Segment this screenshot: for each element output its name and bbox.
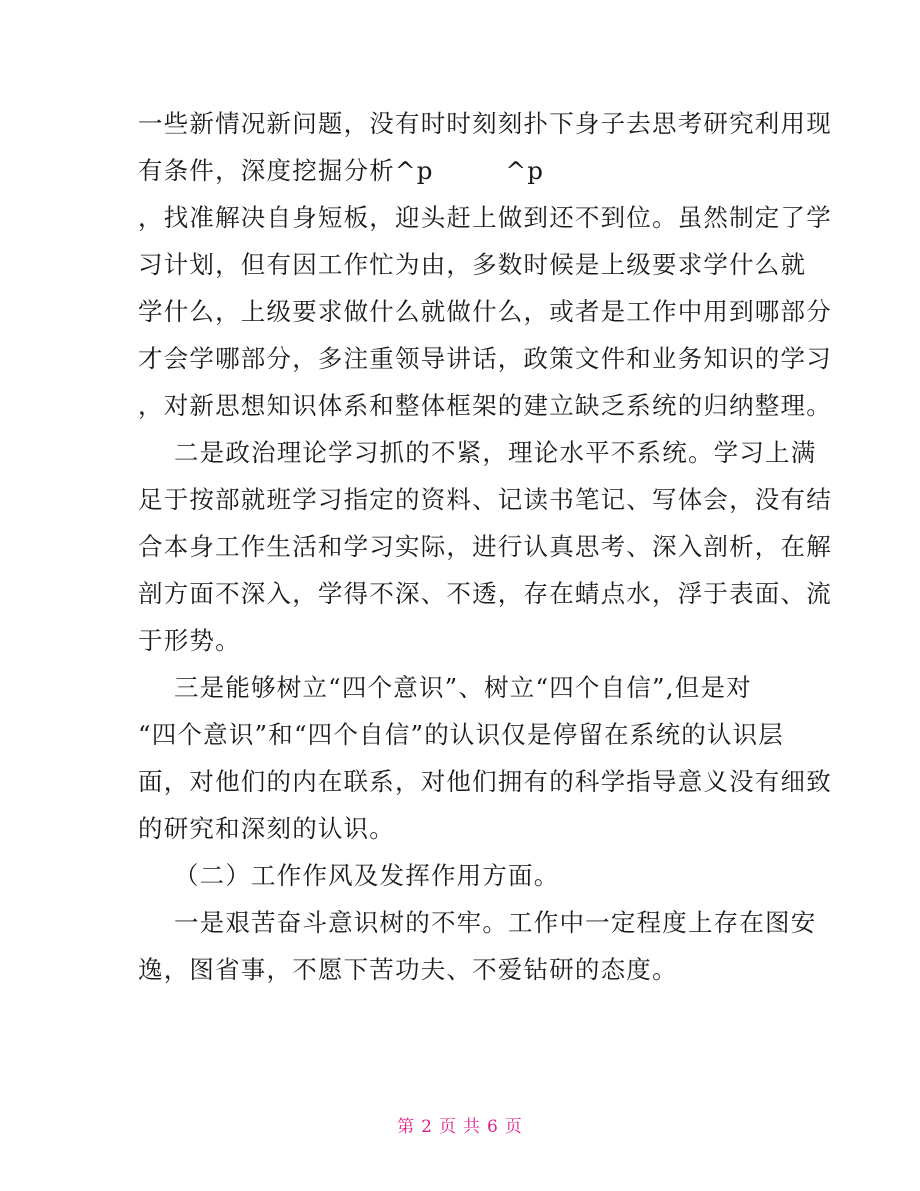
- text-line: 于形势。: [138, 626, 241, 655]
- text-line: 有条件，深度挖掘分析^p ^p: [138, 156, 545, 185]
- text-line: （二）工作作风及发挥作用方面。: [138, 861, 560, 890]
- text-line: 一是艰苦奋斗意识树的不牢。工作中一定程度上存在图安: [138, 908, 817, 937]
- footer-page-label: 页: [439, 1117, 457, 1137]
- footer-total-label: 页: [504, 1117, 523, 1137]
- text-line: 剖方面不深入，学得不深、不透，存在蜻点水，浮于表面、流: [138, 579, 832, 608]
- text-line: ，对新思想知识体系和整体框架的建立缺乏系统的归纳整理。: [138, 391, 832, 420]
- text-line: 学什么，上级要求做什么就做什么，或者是工作中用到哪部分: [138, 297, 832, 326]
- text-line: “四个意识”和“四个自信”的认识仅是停留在系统的认识层: [138, 720, 784, 749]
- page-footer: [0, 1112, 920, 1137]
- text-line: 一些新情况新问题，没有时时刻刻扑下身子去思考研究利用现: [138, 109, 832, 138]
- text-line: ，找准解决自身短板，迎头赶上做到还不到位。虽然制定了学: [138, 203, 832, 232]
- footer-total-prefix: 共: [463, 1117, 481, 1137]
- footer-total-pages: 6: [487, 1117, 499, 1137]
- text-line: 才会学哪部分，多注重领导讲话，政策文件和业务知识的学习: [138, 344, 832, 373]
- text-line: 二是政治理论学习抓的不紧，理论水平不系统。学习上满: [138, 438, 817, 467]
- text-line: 足于按部就班学习指定的资料、记读书笔记、写体会，没有结: [138, 485, 832, 514]
- text-line: 的研究和深刻的认识。: [138, 814, 395, 843]
- text-line: 面，对他们的内在联系，对他们拥有的科学指导意义没有细致: [138, 767, 832, 796]
- footer-current-page: 2: [421, 1117, 433, 1137]
- footer-prefix: 第: [397, 1117, 416, 1137]
- text-line: 逸，图省事，不愿下苦功夫、不爱钻研的态度。: [138, 955, 678, 984]
- text-line: 合本身工作生活和学习实际，进行认真思考、深入剖析，在解: [138, 532, 832, 561]
- text-line: 习计划，但有因工作忙为由，多数时候是上级要求学什么就: [138, 250, 807, 279]
- text-line: 三是能够树立“四个意识”、树立“四个自信”,但是对: [138, 673, 752, 702]
